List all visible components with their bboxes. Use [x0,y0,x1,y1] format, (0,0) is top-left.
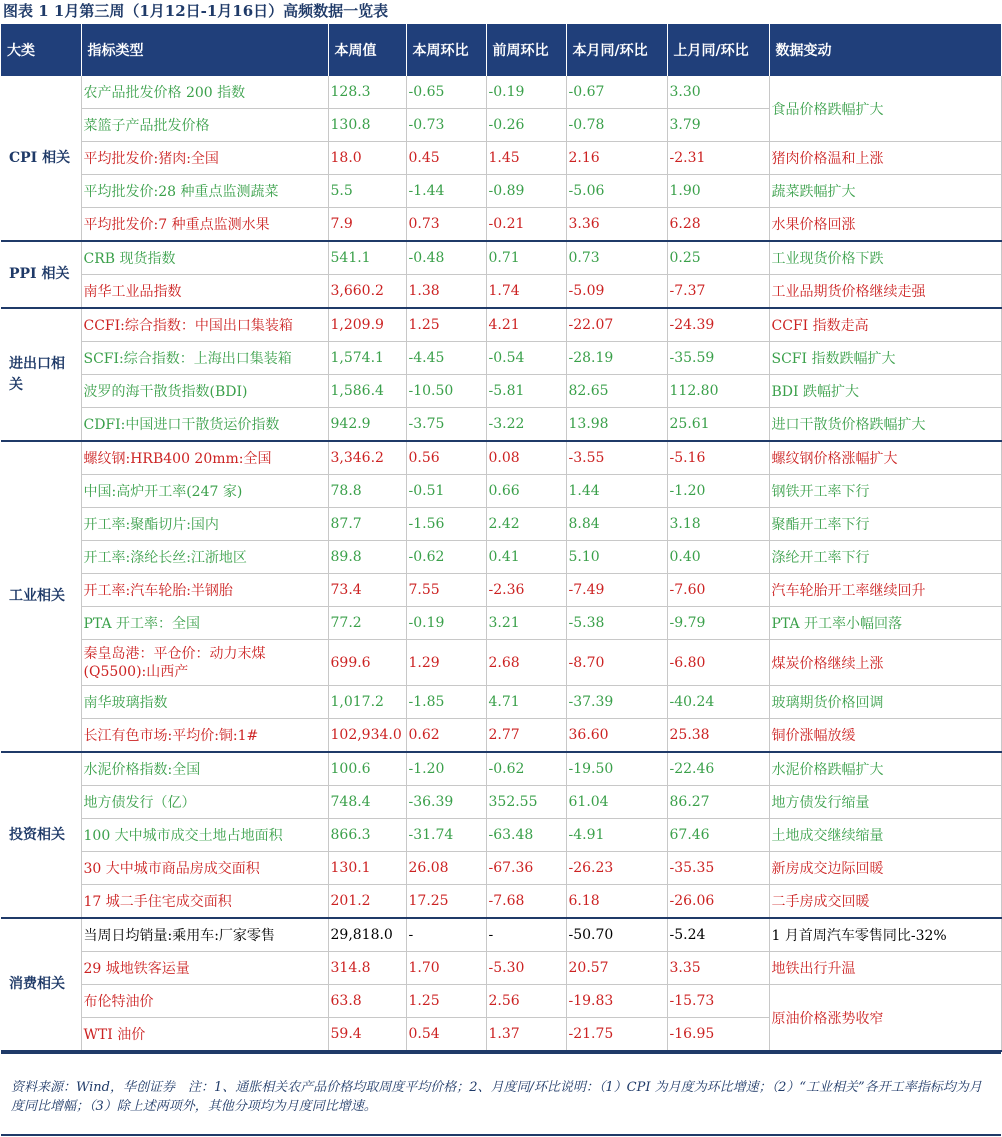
wow-cell: 0.45 [406,142,486,175]
value-cell: 18.0 [328,142,406,175]
last-month-cell: 67.46 [667,819,769,852]
value-cell: 1,209.9 [328,308,406,342]
wow-cell: 1.38 [406,275,486,309]
change-cell: 土地成交继续缩量 [769,819,1001,852]
indicator-cell: CRB 现货指数 [81,241,328,275]
change-cell: 原油价格涨势收窄 [769,985,1001,1052]
prev-wow-cell: 1.45 [486,142,566,175]
table-row [1,752,1001,786]
value-cell: 942.9 [328,408,406,442]
indicator-cell: CCFI:综合指数：中国出口集装箱 [81,308,328,342]
table-row [1,241,1001,275]
month-cell: 82.65 [566,375,667,408]
change-cell: CCFI 指数走高 [769,308,1001,342]
value-cell: 130.8 [328,109,406,142]
wow-cell: -1.56 [406,508,486,541]
month-cell: 6.18 [566,885,667,919]
value-cell: 699.6 [328,640,406,686]
table-row [1,574,1001,607]
change-cell: BDI 跌幅扩大 [769,375,1001,408]
month-cell: 8.84 [566,508,667,541]
table-row [1,985,1001,1018]
wow-cell: 1.29 [406,640,486,686]
last-month-cell: 0.25 [667,241,769,275]
change-cell: 聚酯开工率下行 [769,508,1001,541]
last-month-cell: 3.79 [667,109,769,142]
value-cell: 102,934.0 [328,719,406,753]
indicator-cell: 波罗的海干散货指数(BDI) [81,375,328,408]
table-row [1,308,1001,342]
indicator-cell: 平均批发价:7 种重点监测水果 [81,208,328,242]
value-cell: 1,574.1 [328,342,406,375]
header-wow: 本周环比 [406,24,486,76]
prev-wow-cell: -5.30 [486,952,566,985]
wow-cell: -0.19 [406,607,486,640]
wow-cell: -1.44 [406,175,486,208]
wow-cell: 26.08 [406,852,486,885]
month-cell: -37.39 [566,686,667,719]
value-cell: 77.2 [328,607,406,640]
value-cell: 100.6 [328,752,406,786]
value-cell: 59.4 [328,1018,406,1052]
prev-wow-cell: 352.55 [486,786,566,819]
table-row [1,607,1001,640]
indicator-cell: 开工率:汽车轮胎:半钢胎 [81,574,328,607]
month-cell: 3.36 [566,208,667,242]
wow-cell: 17.25 [406,885,486,919]
prev-wow-cell: 0.66 [486,475,566,508]
month-cell: -22.07 [566,308,667,342]
prev-wow-cell: 2.42 [486,508,566,541]
indicator-cell: 中国:高炉开工率(247 家) [81,475,328,508]
change-cell: 1 月首周汽车零售同比-32% [769,918,1001,952]
prev-wow-cell: -5.81 [486,375,566,408]
indicator-cell: 南华玻璃指数 [81,686,328,719]
wow-cell: -0.48 [406,241,486,275]
change-cell: 地方债发行缩量 [769,786,1001,819]
high-frequency-data-table [1,24,1002,1052]
last-month-cell: -7.60 [667,574,769,607]
wow-cell: 1.25 [406,985,486,1018]
month-cell: -28.19 [566,342,667,375]
change-cell: 新房成交边际回暖 [769,852,1001,885]
header-change: 数据变动 [769,24,1001,76]
prev-wow-cell: -2.36 [486,574,566,607]
wow-cell: 0.56 [406,441,486,475]
indicator-cell: 17 城二手住宅成交面积 [81,885,328,919]
last-month-cell: 1.90 [667,175,769,208]
change-cell: 二手房成交回暖 [769,885,1001,919]
indicator-cell: CDFI:中国进口干散货运价指数 [81,408,328,442]
value-cell: 73.4 [328,574,406,607]
table-row [1,142,1001,175]
prev-wow-cell: -0.26 [486,109,566,142]
category-cell: 消费相关 [1,918,81,1051]
table-row [1,408,1001,442]
last-month-cell: -35.35 [667,852,769,885]
month-cell: -8.70 [566,640,667,686]
month-cell: -5.38 [566,607,667,640]
last-month-cell: -5.24 [667,918,769,952]
value-cell: 3,660.2 [328,275,406,309]
indicator-cell: 南华工业品指数 [81,275,328,309]
change-cell: 水泥价格跌幅扩大 [769,752,1001,786]
last-month-cell: -6.80 [667,640,769,686]
table-row [1,952,1001,985]
change-cell: 食品价格跌幅扩大 [769,76,1001,142]
value-cell: 87.7 [328,508,406,541]
prev-wow-cell: - [486,918,566,952]
last-month-cell: 86.27 [667,786,769,819]
table-row [1,918,1001,952]
indicator-cell: 水泥价格指数:全国 [81,752,328,786]
prev-wow-cell: -0.19 [486,76,566,109]
wow-cell: -0.51 [406,475,486,508]
last-month-cell: 3.30 [667,76,769,109]
prev-wow-cell: 0.71 [486,241,566,275]
prev-wow-cell: 2.68 [486,640,566,686]
category-cell: 投资相关 [1,752,81,918]
table-row [1,541,1001,574]
header-value: 本周值 [328,24,406,76]
indicator-cell: SCFI:综合指数：上海出口集装箱 [81,342,328,375]
wow-cell: -36.39 [406,786,486,819]
indicator-cell: 农产品批发价格 200 指数 [81,76,328,109]
table-row [1,342,1001,375]
change-cell: 螺纹钢价格涨幅扩大 [769,441,1001,475]
table-row [1,686,1001,719]
change-cell: 猪肉价格温和上涨 [769,142,1001,175]
table-row [1,819,1001,852]
indicator-cell: 平均批发价:28 种重点监测蔬菜 [81,175,328,208]
prev-wow-cell: 4.71 [486,686,566,719]
prev-wow-cell: -3.22 [486,408,566,442]
value-cell: 128.3 [328,76,406,109]
prev-wow-cell: -0.89 [486,175,566,208]
month-cell: -5.09 [566,275,667,309]
table-row [1,852,1001,885]
last-month-cell: -9.79 [667,607,769,640]
month-cell: -26.23 [566,852,667,885]
value-cell: 5.5 [328,175,406,208]
source-note: 资料来源：Wind，华创证券 注：1、通胀相关农产品价格均取周度平均价格；2、月度同/环比说明：（1）CPI 为月度为环比增速；（2）“工业相关”各开工率指标均为月度同比增幅；（3）除上述两项外，其他分项均为月度同比增速。 [1,1052,1001,1136]
month-cell: -19.50 [566,752,667,786]
change-cell: 玻璃期货价格回调 [769,686,1001,719]
indicator-cell: 100 大中城市成交土地占地面积 [81,819,328,852]
table-row [1,786,1001,819]
value-cell: 1,017.2 [328,686,406,719]
last-month-cell: -1.20 [667,475,769,508]
month-cell: 5.10 [566,541,667,574]
wow-cell: 1.70 [406,952,486,985]
value-cell: 7.9 [328,208,406,242]
wow-cell: - [406,918,486,952]
prev-wow-cell: 0.41 [486,541,566,574]
table-row [1,640,1001,686]
change-cell: SCFI 指数跌幅扩大 [769,342,1001,375]
value-cell: 1,586.4 [328,375,406,408]
indicator-cell: 布伦特油价 [81,985,328,1018]
last-month-cell: -35.59 [667,342,769,375]
category-cell: 工业相关 [1,441,81,752]
wow-cell: -0.65 [406,76,486,109]
header-month: 本月同/环比 [566,24,667,76]
change-cell: 水果价格回涨 [769,208,1001,242]
change-cell: 进口干散货价格跌幅扩大 [769,408,1001,442]
last-month-cell: 25.38 [667,719,769,753]
month-cell: -5.06 [566,175,667,208]
month-cell: -4.91 [566,819,667,852]
last-month-cell: 25.61 [667,408,769,442]
last-month-cell: -2.31 [667,142,769,175]
indicator-cell: 30 大中城市商品房成交面积 [81,852,328,885]
last-month-cell: -16.95 [667,1018,769,1052]
wow-cell: -4.45 [406,342,486,375]
change-cell: 涤纶开工率下行 [769,541,1001,574]
indicator-cell: 平均批发价:猪肉:全国 [81,142,328,175]
wow-cell: -10.50 [406,375,486,408]
month-cell: -19.83 [566,985,667,1018]
indicator-cell: 长江有色市场:平均价:铜:1# [81,719,328,753]
indicator-cell: 29 城地铁客运量 [81,952,328,985]
wow-cell: 7.55 [406,574,486,607]
value-cell: 866.3 [328,819,406,852]
indicator-cell: 开工率:涤纶长丝:江浙地区 [81,541,328,574]
value-cell: 201.2 [328,885,406,919]
header-prev-wow: 前周环比 [486,24,566,76]
month-cell: -0.67 [566,76,667,109]
prev-wow-cell: -7.68 [486,885,566,919]
indicator-cell: 秦皇岛港：平仓价：动力末煤(Q5500):山西产 [81,640,328,686]
table-title: 图表 1 1月第三周（1月12日-1月16日）高频数据一览表 [3,2,389,20]
wow-cell: -0.73 [406,109,486,142]
prev-wow-cell: 2.56 [486,985,566,1018]
category-cell: CPI 相关 [1,76,81,241]
table-row [1,175,1001,208]
last-month-cell: 0.40 [667,541,769,574]
change-cell: 地铁出行升温 [769,952,1001,985]
month-cell: 1.44 [566,475,667,508]
category-cell: 进出口相关 [1,308,81,441]
last-month-cell: -5.16 [667,441,769,475]
value-cell: 89.8 [328,541,406,574]
prev-wow-cell: -67.36 [486,852,566,885]
month-cell: 2.16 [566,142,667,175]
prev-wow-cell: -0.54 [486,342,566,375]
value-cell: 314.8 [328,952,406,985]
last-month-cell: 3.18 [667,508,769,541]
indicator-cell: 菜篮子产品批发价格 [81,109,328,142]
change-cell: PTA 开工率小幅回落 [769,607,1001,640]
wow-cell: -1.85 [406,686,486,719]
table-row [1,275,1001,309]
wow-cell: 0.54 [406,1018,486,1052]
wow-cell: 0.62 [406,719,486,753]
indicator-cell: PTA 开工率：全国 [81,607,328,640]
indicator-cell: 当周日均销量:乘用车:厂家零售 [81,918,328,952]
table-header-row [1,24,1001,76]
value-cell: 748.4 [328,786,406,819]
table-row [1,475,1001,508]
indicator-cell: 开工率:聚酯切片:国内 [81,508,328,541]
last-month-cell: -26.06 [667,885,769,919]
value-cell: 130.1 [328,852,406,885]
prev-wow-cell: -0.21 [486,208,566,242]
wow-cell: -3.75 [406,408,486,442]
value-cell: 541.1 [328,241,406,275]
value-cell: 78.8 [328,475,406,508]
month-cell: 0.73 [566,241,667,275]
table-row [1,208,1001,242]
last-month-cell: 112.80 [667,375,769,408]
header-last-month: 上月同/环比 [667,24,769,76]
change-cell: 工业现货价格下跌 [769,241,1001,275]
month-cell: -7.49 [566,574,667,607]
month-cell: -50.70 [566,918,667,952]
wow-cell: -31.74 [406,819,486,852]
prev-wow-cell: 0.08 [486,441,566,475]
prev-wow-cell: 4.21 [486,308,566,342]
last-month-cell: 6.28 [667,208,769,242]
last-month-cell: -22.46 [667,752,769,786]
table-row [1,76,1001,109]
table-row [1,719,1001,753]
value-cell: 3,346.2 [328,441,406,475]
table-row [1,375,1001,408]
indicator-cell: WTI 油价 [81,1018,328,1052]
header-indicator: 指标类型 [81,24,328,76]
month-cell: 36.60 [566,719,667,753]
month-cell: -21.75 [566,1018,667,1052]
last-month-cell: -40.24 [667,686,769,719]
month-cell: -3.55 [566,441,667,475]
prev-wow-cell: 1.37 [486,1018,566,1052]
change-cell: 工业品期货价格继续走强 [769,275,1001,309]
table-row [1,441,1001,475]
value-cell: 63.8 [328,985,406,1018]
month-cell: -0.78 [566,109,667,142]
last-month-cell: -7.37 [667,275,769,309]
category-cell: PPI 相关 [1,241,81,308]
prev-wow-cell: 2.77 [486,719,566,753]
change-cell: 铜价涨幅放缓 [769,719,1001,753]
header-category: 大类 [1,24,81,76]
wow-cell: -0.62 [406,541,486,574]
month-cell: 13.98 [566,408,667,442]
indicator-cell: 地方债发行（亿） [81,786,328,819]
change-cell: 钢铁开工率下行 [769,475,1001,508]
prev-wow-cell: 3.21 [486,607,566,640]
month-cell: 20.57 [566,952,667,985]
table-row [1,885,1001,919]
prev-wow-cell: -0.62 [486,752,566,786]
last-month-cell: 3.35 [667,952,769,985]
wow-cell: 0.73 [406,208,486,242]
change-cell: 汽车轮胎开工率继续回升 [769,574,1001,607]
wow-cell: -1.20 [406,752,486,786]
last-month-cell: -15.73 [667,985,769,1018]
month-cell: 61.04 [566,786,667,819]
prev-wow-cell: 1.74 [486,275,566,309]
wow-cell: 1.25 [406,308,486,342]
change-cell: 煤炭价格继续上涨 [769,640,1001,686]
table-row [1,508,1001,541]
indicator-cell: 螺纹钢:HRB400 20mm:全国 [81,441,328,475]
change-cell: 蔬菜跌幅扩大 [769,175,1001,208]
value-cell: 29,818.0 [328,918,406,952]
last-month-cell: -24.39 [667,308,769,342]
prev-wow-cell: -63.48 [486,819,566,852]
